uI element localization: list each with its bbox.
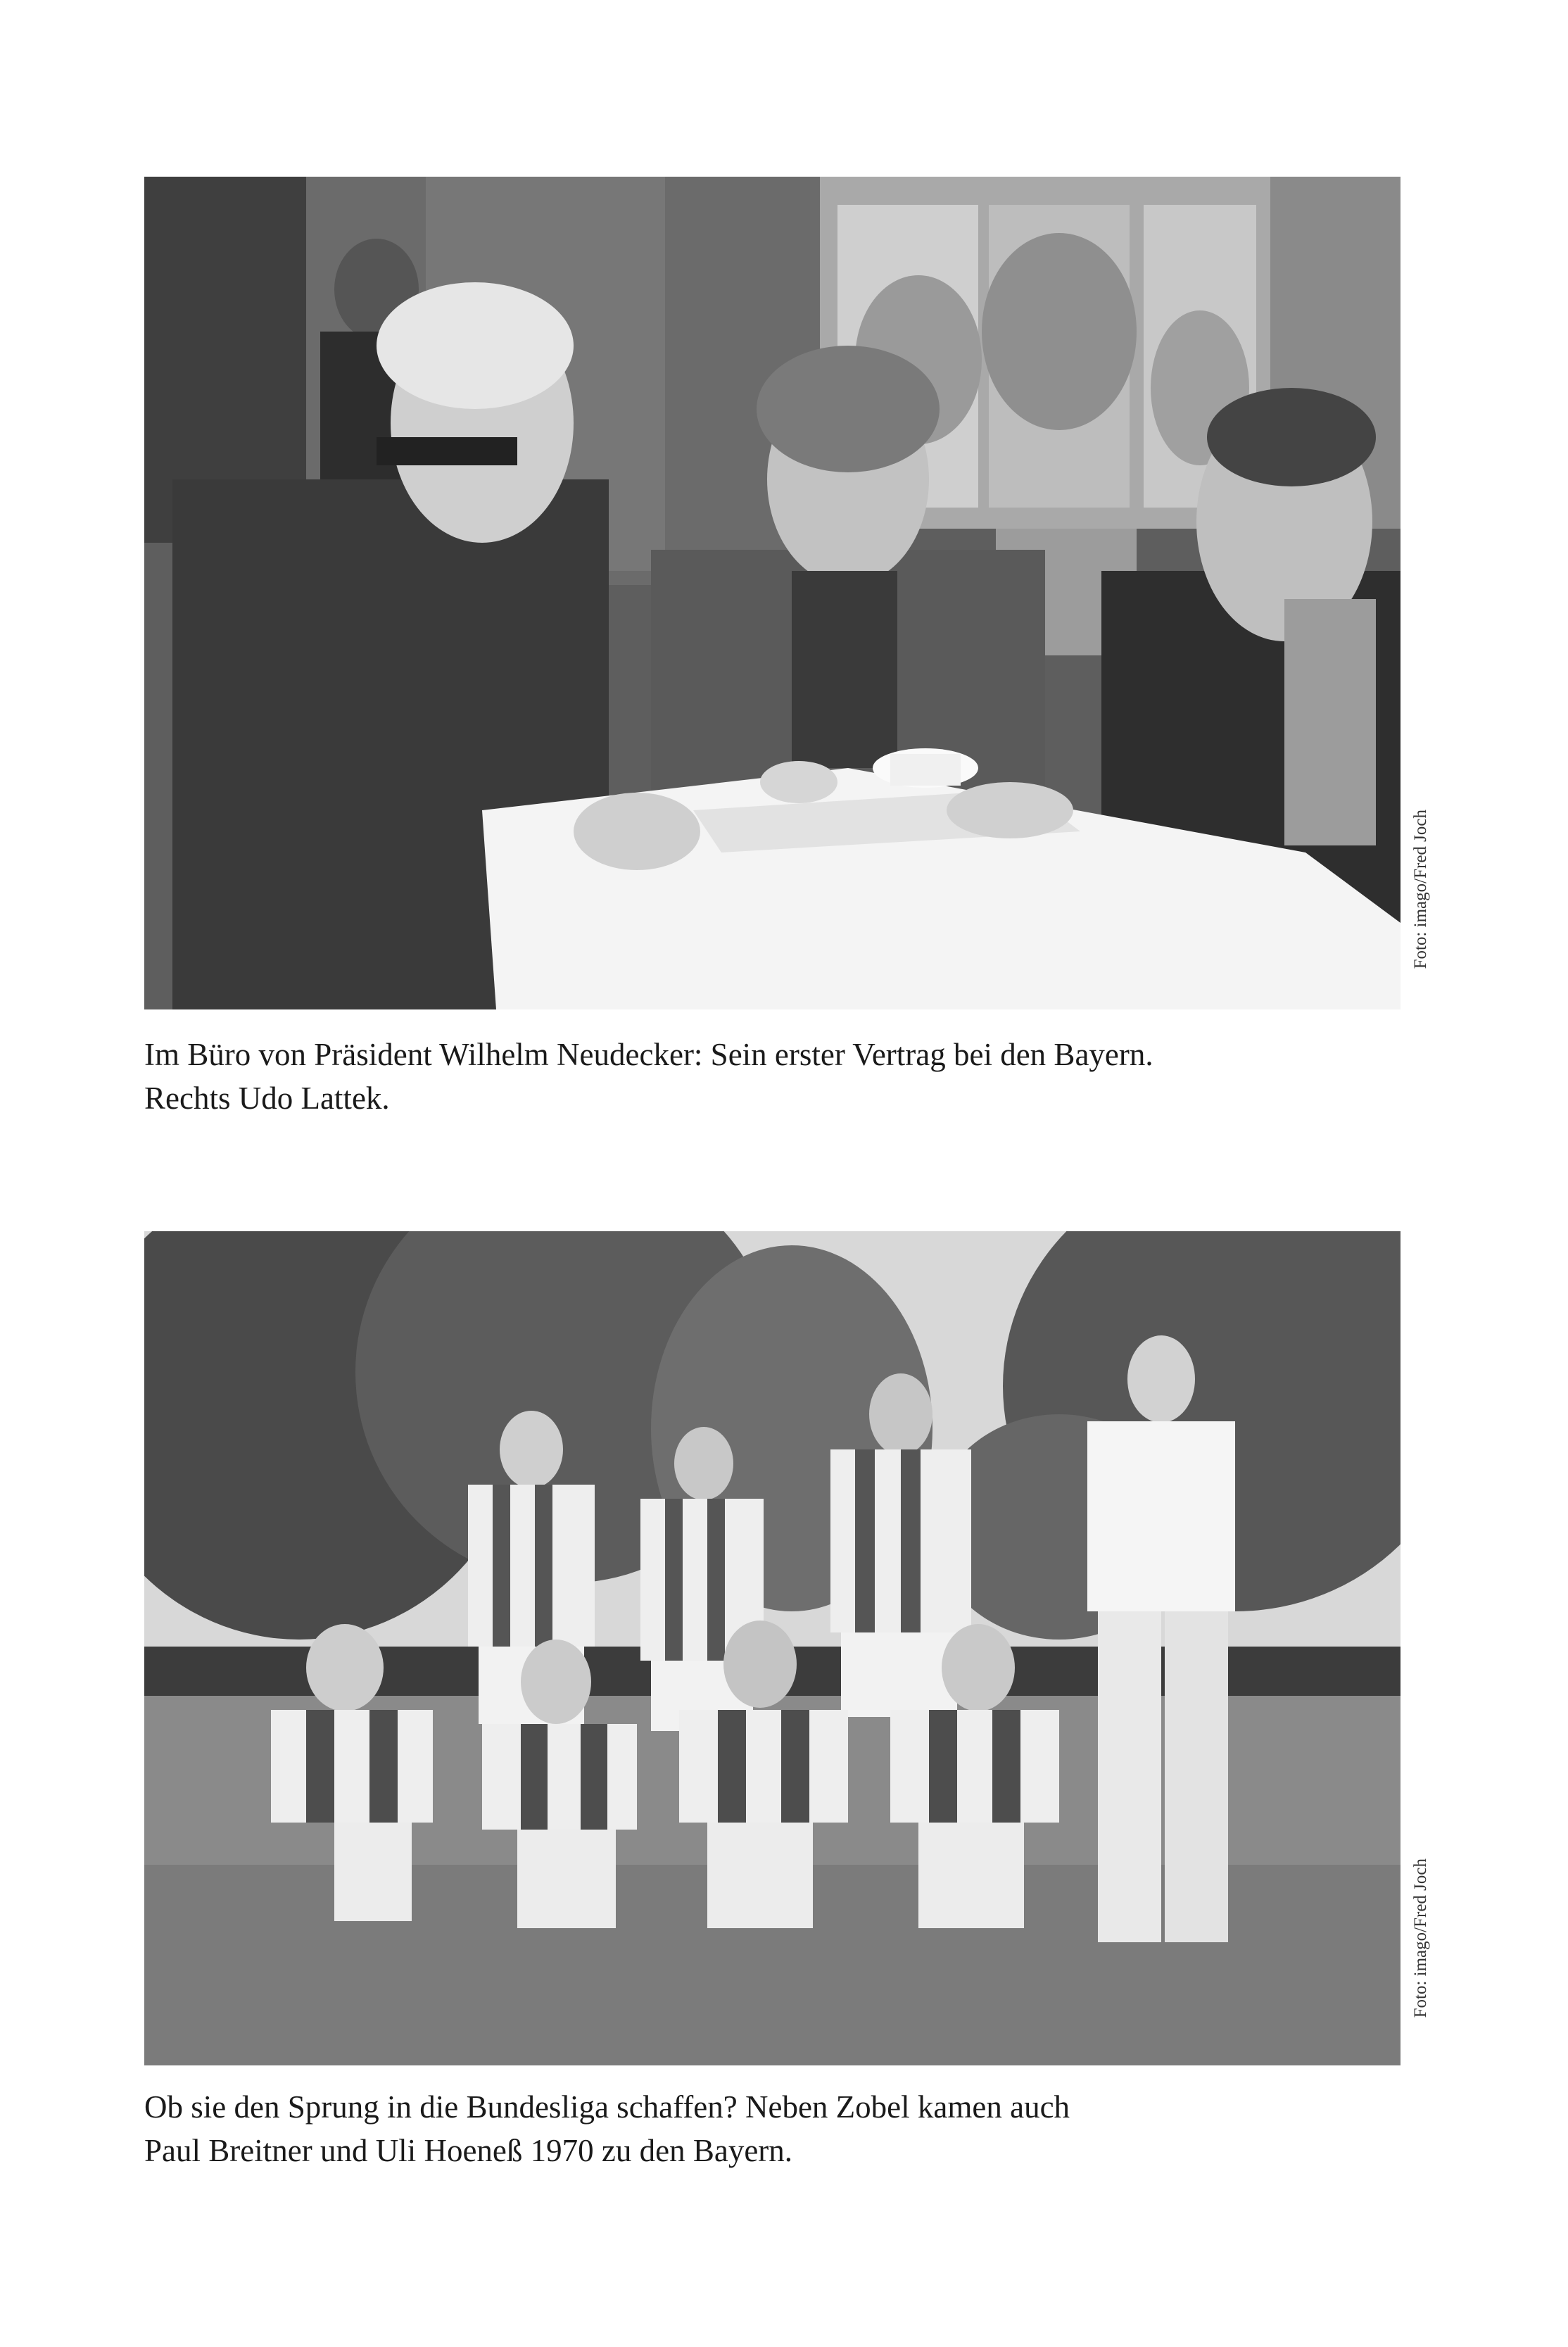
photo-team-group-image [144,1231,1401,2065]
photo-contract-signing-image [144,177,1401,1009]
photo-contract-signing [144,177,1401,1009]
caption-line: Im Büro von Präsident Wilhelm Neudecker: Sein erster Vertrag bei den Bayern. [144,1037,1153,1072]
photo-team-group [144,1231,1401,2065]
caption-line: Rechts Udo Lattek. [144,1081,390,1116]
photo-credit: Foto: imago/Fred Joch [1411,1858,1430,2018]
caption-line: Ob sie den Sprung in die Bundesliga schaffen? Neben Zobel kamen auch [144,2089,1070,2125]
photo-caption [144,2085,1411,2172]
photo-credit: Foto: imago/Fred Joch [1411,810,1430,969]
caption-line: Paul Breitner und Uli Hoeneß 1970 zu den Bayern. [144,2133,793,2168]
photo-caption [144,1033,1411,1120]
